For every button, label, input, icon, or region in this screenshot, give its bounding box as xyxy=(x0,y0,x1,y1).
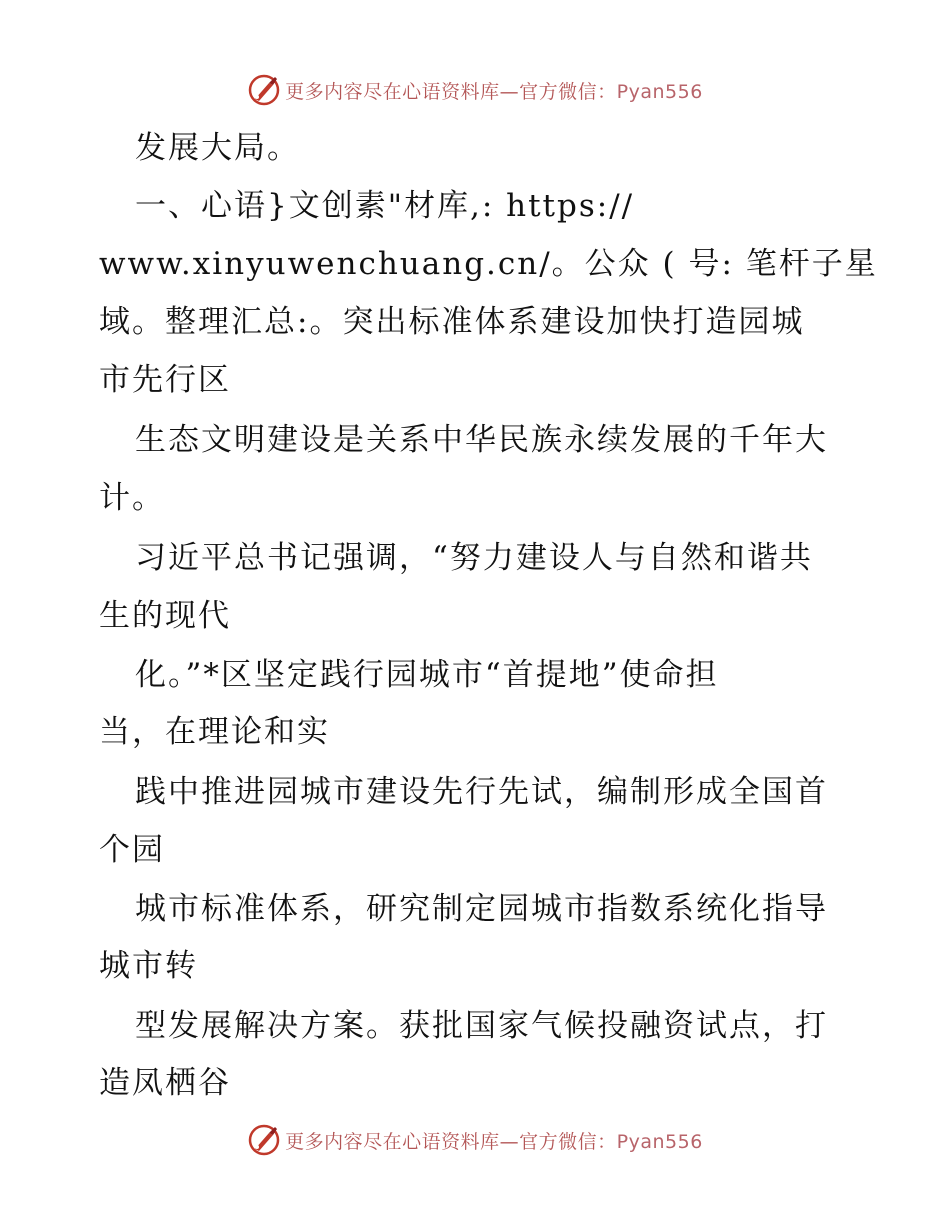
text-line: 当，在理论和实 xyxy=(99,714,330,750)
wechat-id: Pyan556 xyxy=(616,80,703,103)
watermark-label: 更多内容尽在心语资料库—官方微信： xyxy=(285,1130,617,1153)
quill-pen-icon xyxy=(247,1123,281,1157)
text-line: 生的现代 xyxy=(99,598,231,634)
text-line: 计。 xyxy=(99,480,165,516)
text-line: 域。整理汇总:。突出标准体系建设加快打造园城 xyxy=(99,304,805,340)
wechat-id: Pyan556 xyxy=(616,1130,703,1153)
text-line: 一、心语}文创素"材库,: https:// xyxy=(135,188,635,224)
footer-watermark xyxy=(0,1120,950,1160)
text-line: 生态文明建设是关系中华民族永续发展的千年大 xyxy=(135,422,828,458)
text-line: 造凤栖谷 xyxy=(99,1065,231,1101)
watermark-label: 更多内容尽在心语资料库—官方微信： xyxy=(285,80,617,103)
text-line: 个园 xyxy=(99,832,165,868)
text-line: 践中推进园城市建设先行先试，编制形成全国首 xyxy=(135,774,828,810)
header-watermark xyxy=(0,70,950,110)
text-line: 型发展解决方案。获批国家气候投融资试点，打 xyxy=(135,1008,828,1044)
text-line: 习近平总书记强调，“努力建设人与自然和谐共 xyxy=(135,540,813,576)
text-line: www.xinyuwenchuang.cn/。公众 ( 号: 笔杆子星 xyxy=(99,246,878,282)
text-line: 城市转 xyxy=(99,948,198,984)
quill-pen-icon xyxy=(247,73,281,107)
text-line: 城市标准体系，研究制定园城市指数系统化指导 xyxy=(135,891,828,927)
text-line: 发展大局。 xyxy=(135,130,300,166)
watermark-text xyxy=(285,1127,703,1154)
text-line: 化。”*区坚定践行园城市“首提地”使命担 xyxy=(135,657,719,693)
watermark-text xyxy=(285,77,703,104)
text-line: 市先行区 xyxy=(99,362,231,398)
